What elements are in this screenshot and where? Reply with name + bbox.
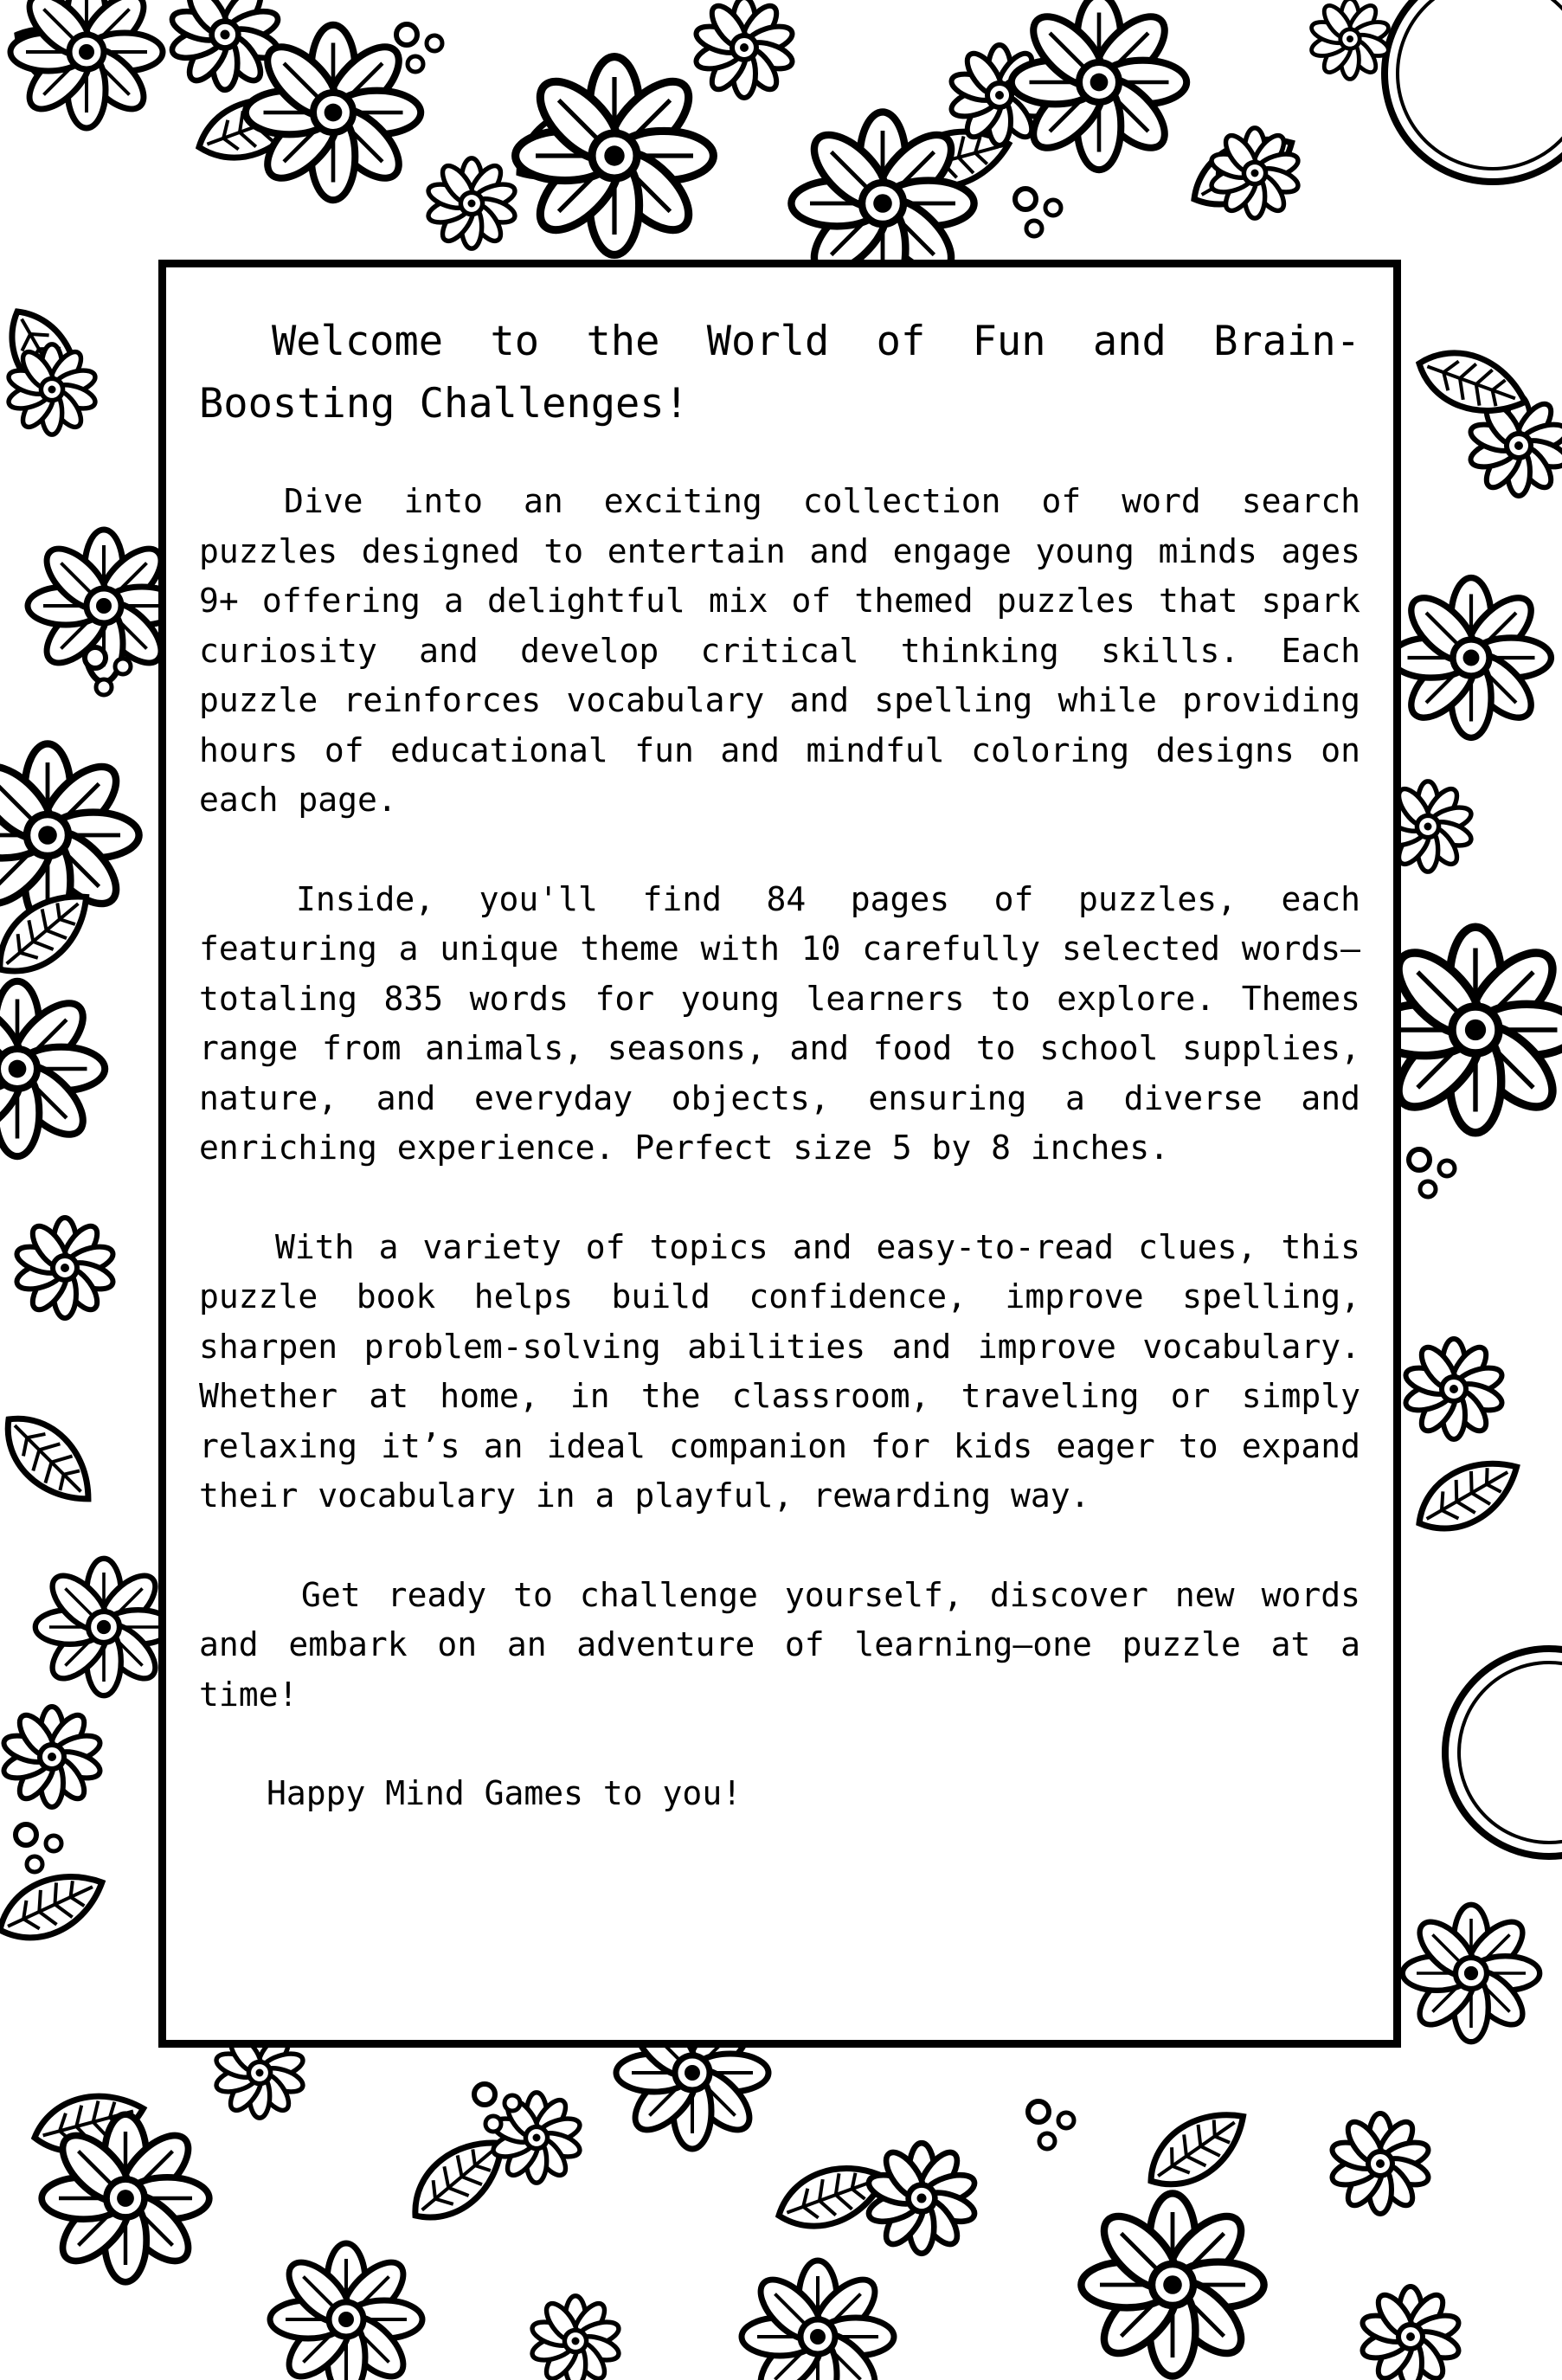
- benefits-paragraph: With a variety of topics and easy-to-read clues, this puzzle book helps build confidence, improve spelling, sharpen problem-solving abilities and improve vocabulary. Whether at home, in the classroom, traveling or simply relaxing it’s an ideal companion for kids eager to expand their vocabulary in a playful, rewarding way.: [199, 1227, 1360, 1515]
- challenge-paragraph: Get ready to challenge yourself, discover new words and embark on an adventure of learning—one puzzle at a time!: [199, 1575, 1360, 1714]
- page-title: Welcome to the World of Fun and Brain-Boosting Challenges!: [199, 318, 1360, 428]
- closing-line: Happy Mind Games to you!: [267, 1774, 742, 1812]
- text-panel: [158, 260, 1401, 2048]
- intro-paragraph: Dive into an exciting collection of word search puzzles designed to entertain and engage young minds ages 9+ offering a delightful mix of themed puzzles that spark curiosity and develop critical thinking skills. Each puzzle reinforces vocabulary and spelling while providing hours of educational fun and mindful coloring designs on each page.: [199, 482, 1360, 819]
- contents-paragraph: Inside, you'll find 84 pages of puzzles, each featuring a unique theme with 10 carefully selected words—totaling 835 words for young learners to explore. Themes range from animals, seasons, and food to school supplies, nature, and everyday objects, ensuring a diverse and enriching experience. Perfect size 5 by 8 inches.: [199, 879, 1360, 1167]
